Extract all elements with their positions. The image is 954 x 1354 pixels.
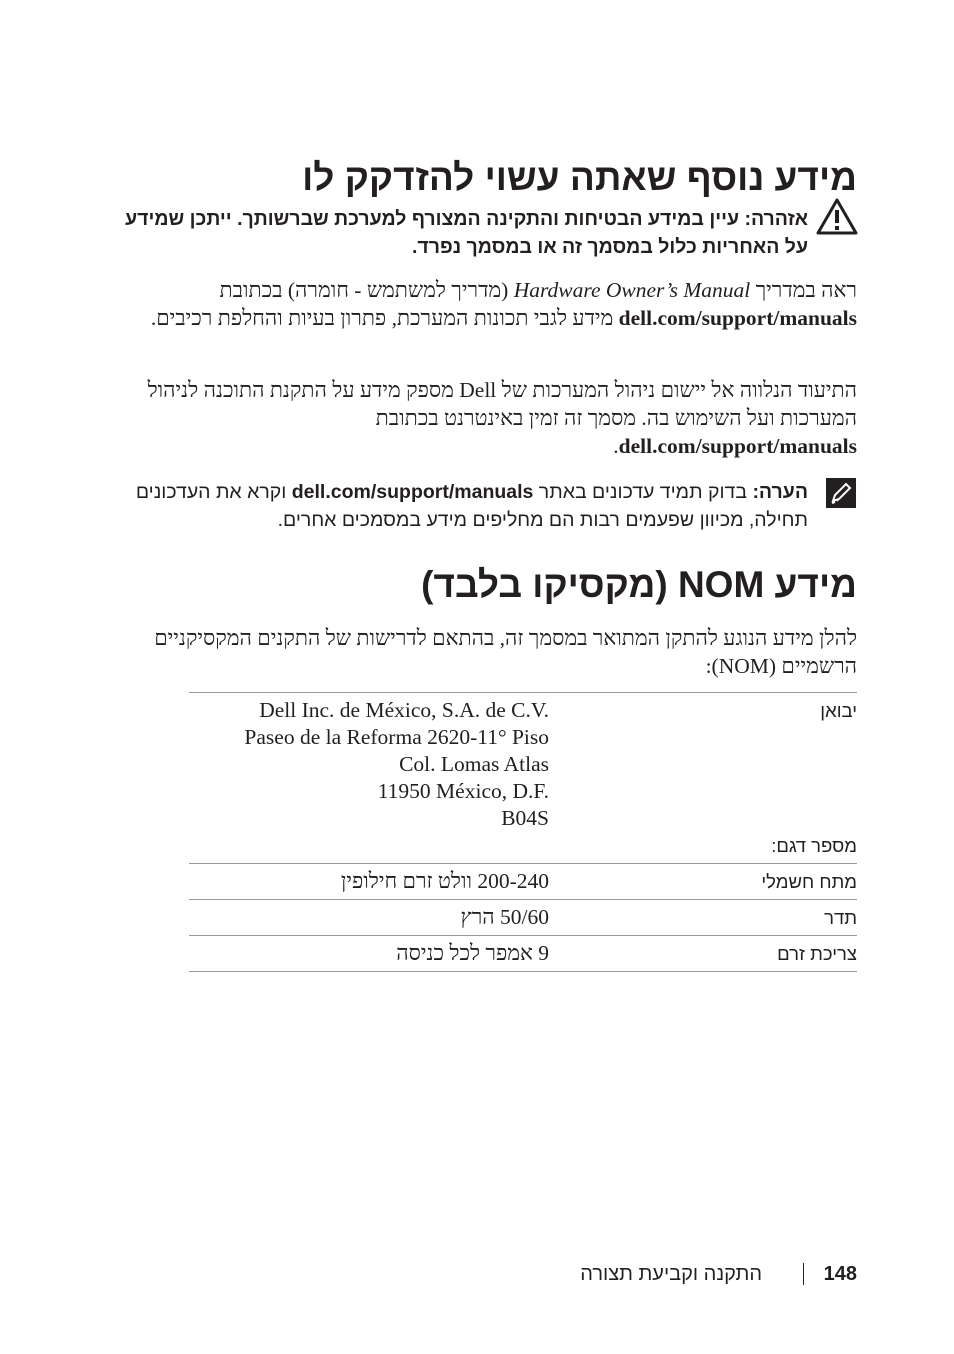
importer-line: Paseo de la Reforma 2620-11° Piso: [244, 725, 549, 749]
importer-label: יבואן: [820, 700, 857, 721]
para2-post: .: [613, 434, 619, 458]
warning-icon: [816, 198, 858, 236]
warning-text: [108, 205, 808, 261]
table-row-frequency: [189, 900, 857, 936]
table-row-current: [189, 936, 857, 972]
current-label: צריכת זרם: [777, 943, 857, 964]
warning-label: אזהרה:: [744, 208, 808, 230]
note-pencil-icon: [826, 478, 856, 508]
nom-info-table: [189, 692, 857, 972]
model-value: B04S: [501, 806, 549, 830]
warning-body: עיין במידע הבטיחות והתקינה המצורף למערכת שברשותך. ייתכן שמידע על האחריות כלול במסמך זה או במסמך נפרד.: [125, 208, 808, 258]
section-heading-additional-info: מידע נוסף שאתה עשוי להזדקק לו: [302, 157, 857, 198]
note-post: וקרא את העדכונים תחילה, מכיוון שפעמים רבות הם מחליפים מידע במסמכים אחרים.: [135, 481, 808, 531]
model-label: מספר דגם:: [771, 835, 857, 856]
importer-line: Dell Inc. de México, S.A. de C.V.: [259, 698, 549, 722]
para1-pre: ראה במדריך: [750, 278, 857, 302]
frequency-value: 50/60 הרץ: [460, 905, 549, 929]
table-row-importer: [189, 693, 857, 864]
support-manuals-link-3[interactable]: dell.com/support/manuals: [291, 481, 534, 503]
page-number: 148: [823, 1263, 857, 1285]
support-manuals-link[interactable]: dell.com/support/manuals: [618, 306, 857, 330]
frequency-label: תדר: [824, 907, 857, 928]
importer-value-cell: [189, 693, 549, 864]
current-value: 9 אמפר לכל כניסה: [396, 941, 549, 965]
manual-title: Hardware Owner’s Manual: [513, 278, 751, 302]
importer-line: Col. Lomas Atlas: [399, 752, 549, 776]
paragraph-systems-management: [127, 376, 857, 460]
para1-post: מידע לגבי תכונות המערכת, פתרון בעיות והחלפת רכיבים.: [150, 306, 619, 330]
section-heading-nom: מידע NOM (מקסיקו בלבד): [421, 564, 857, 605]
paragraph-hardware-manual: [127, 276, 857, 332]
footer-separator: [803, 1263, 804, 1285]
note-pre: בדוק תמיד עדכונים באתר: [533, 481, 753, 503]
footer-chapter-title: התקנה וקביעת תצורה: [580, 1263, 762, 1285]
table-row-voltage: [189, 864, 857, 900]
note-label: הערה:: [752, 481, 808, 503]
importer-line: 11950 México, D.F.: [377, 779, 549, 803]
nom-intro: להלן מידע הנוגע להתקן המתואר במסמך זה, בהתאם לדרישות של התקנים המקסיקניים הרשמיים (NOM):: [154, 626, 857, 678]
note-text: [122, 478, 808, 534]
para2-text: התיעוד הנלווה אל יישום ניהול המערכות של Dell מספק מידע על התקנת התוכנה לניהול המערכות ועל השימוש בה. מסמך זה זמין באינטרנט בכתובת: [147, 378, 857, 430]
voltage-label: מתח חשמלי: [761, 871, 857, 892]
importer-label-cell: [549, 693, 857, 864]
para1-mid: (מדריך למשתמש - חומרה) בכתובת: [219, 278, 514, 302]
voltage-value: 200-240 וולט זרם חילופין: [340, 869, 549, 893]
support-manuals-link-2[interactable]: dell.com/support/manuals: [618, 434, 857, 458]
